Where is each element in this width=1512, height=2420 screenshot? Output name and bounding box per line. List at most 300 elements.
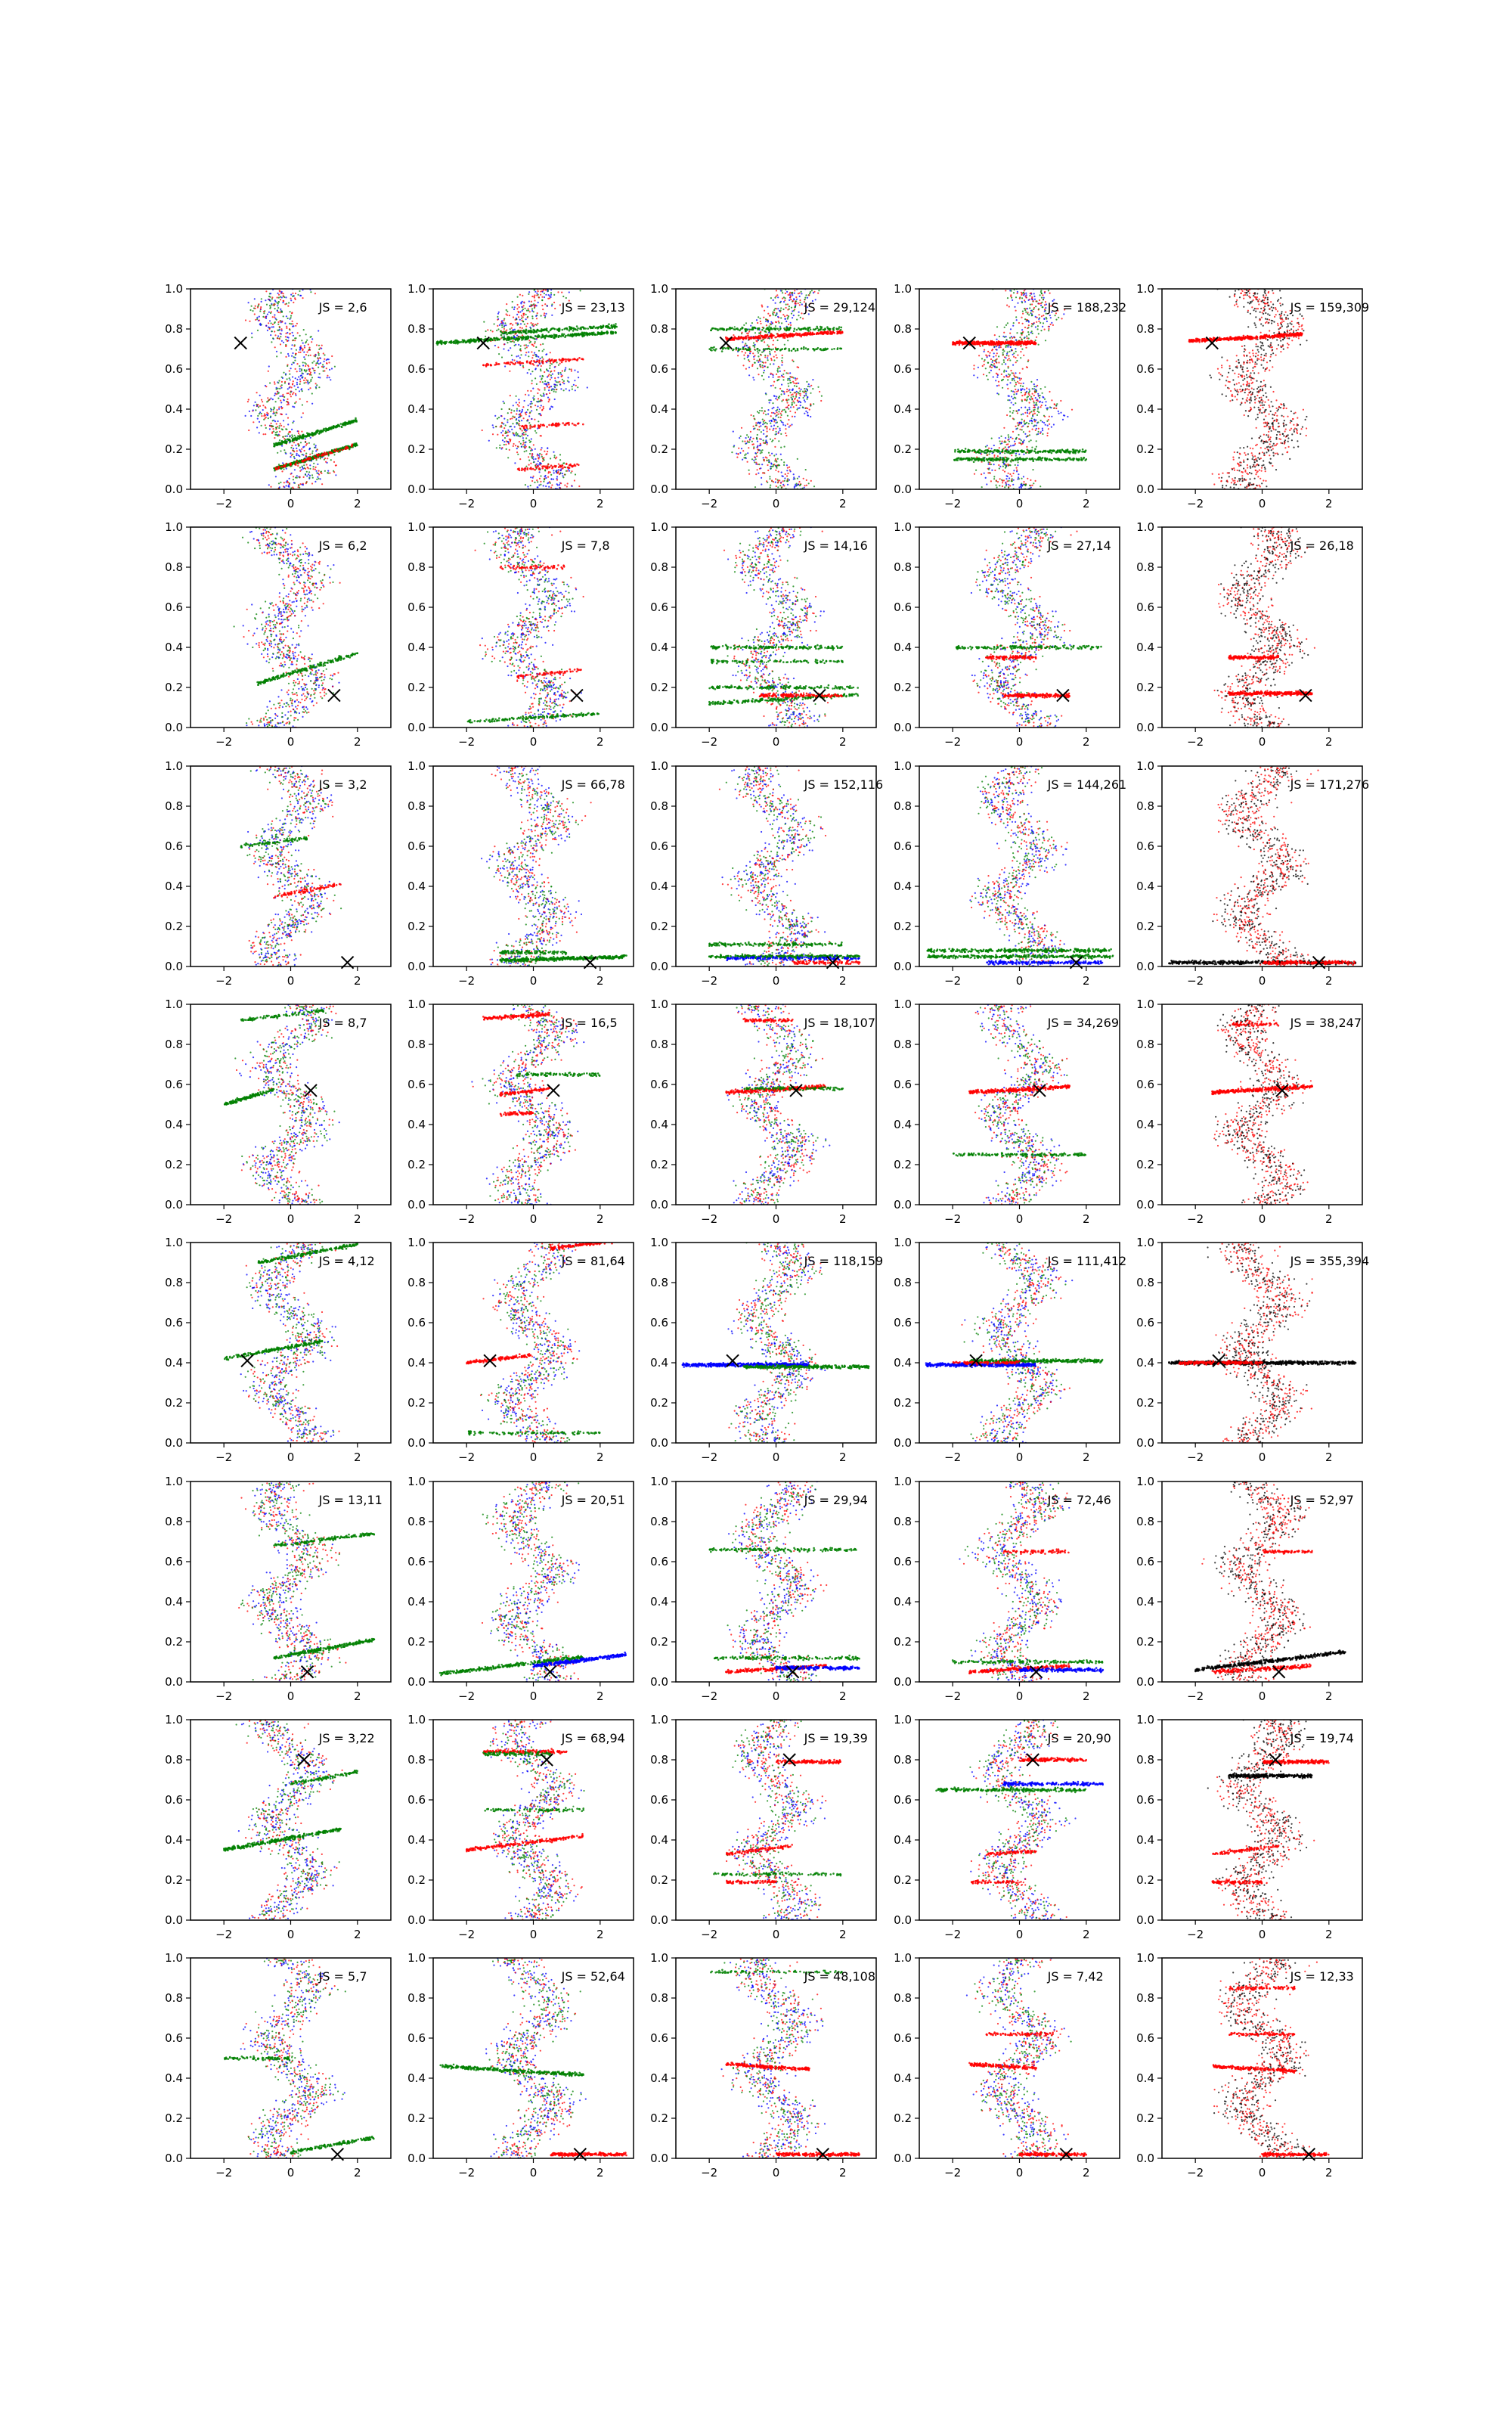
data-point xyxy=(509,426,510,427)
data-point xyxy=(532,456,534,458)
data-point xyxy=(793,383,795,384)
data-point xyxy=(268,327,269,328)
band-point xyxy=(789,336,792,338)
data-point xyxy=(256,317,258,318)
data-point xyxy=(786,475,788,476)
data-point xyxy=(805,395,807,396)
data-point xyxy=(323,352,324,354)
data-point xyxy=(549,368,550,369)
data-point xyxy=(747,461,748,463)
x-marker xyxy=(477,337,489,349)
data-point xyxy=(766,428,767,430)
data-point xyxy=(271,322,272,324)
data-point xyxy=(525,354,526,355)
data-point xyxy=(1024,309,1026,311)
data-point xyxy=(526,346,528,348)
data-point xyxy=(531,410,532,411)
band-point xyxy=(510,361,512,364)
data-point xyxy=(534,405,536,406)
data-point xyxy=(287,392,289,394)
data-point xyxy=(563,389,565,391)
data-point xyxy=(785,307,787,309)
data-point xyxy=(1037,406,1039,408)
data-point xyxy=(748,374,750,376)
data-point xyxy=(299,352,301,353)
data-point xyxy=(497,434,498,436)
band-point xyxy=(564,337,566,339)
band-point xyxy=(603,325,605,327)
data-point xyxy=(1015,357,1016,358)
data-point xyxy=(503,320,504,321)
data-point xyxy=(785,407,787,408)
data-point xyxy=(294,357,296,358)
data-point xyxy=(1036,433,1037,435)
band-point xyxy=(784,337,786,340)
band-point xyxy=(818,328,820,330)
band-point xyxy=(523,427,525,430)
data-point xyxy=(284,482,285,483)
data-point xyxy=(573,384,575,386)
data-point xyxy=(758,374,759,375)
data-point xyxy=(292,487,293,489)
band-point xyxy=(614,326,616,328)
data-point xyxy=(530,390,531,392)
data-point xyxy=(753,446,754,448)
data-point xyxy=(287,404,288,405)
data-point xyxy=(290,452,291,454)
data-point xyxy=(516,322,517,324)
data-point xyxy=(807,389,808,390)
data-point xyxy=(551,484,553,486)
band-point xyxy=(817,347,820,349)
data-point xyxy=(789,411,791,412)
data-point xyxy=(534,448,536,450)
band-point xyxy=(507,362,510,365)
data-point xyxy=(535,458,537,460)
data-point xyxy=(335,474,336,476)
data-point xyxy=(308,371,310,372)
data-point xyxy=(789,389,790,390)
data-point xyxy=(1050,317,1052,318)
data-point xyxy=(773,412,774,414)
data-point xyxy=(817,293,819,294)
band-point xyxy=(339,426,341,428)
data-point xyxy=(253,421,254,423)
data-point xyxy=(767,357,768,358)
data-point xyxy=(776,374,777,375)
data-point xyxy=(773,356,775,358)
data-point xyxy=(776,409,778,411)
data-point xyxy=(1037,408,1039,410)
data-point xyxy=(519,436,521,437)
data-point xyxy=(574,380,575,381)
data-point xyxy=(763,442,764,444)
band-point xyxy=(777,328,779,330)
data-point xyxy=(1009,485,1011,486)
data-point xyxy=(1024,327,1026,328)
data-point xyxy=(310,291,311,293)
data-point xyxy=(559,472,561,473)
data-point xyxy=(759,410,761,411)
band-point xyxy=(837,348,839,350)
data-point xyxy=(534,299,535,301)
data-point xyxy=(755,462,757,464)
data-point xyxy=(762,367,764,368)
data-point xyxy=(769,455,770,456)
data-point xyxy=(533,325,534,327)
data-point xyxy=(772,430,773,431)
data-point xyxy=(796,386,798,387)
data-point xyxy=(507,342,508,343)
data-point xyxy=(550,371,552,372)
band-point xyxy=(773,328,776,330)
data-point xyxy=(499,447,500,448)
data-point xyxy=(996,385,998,386)
data-point xyxy=(529,411,531,413)
data-point xyxy=(770,466,771,467)
band-point xyxy=(536,467,538,469)
data-point xyxy=(282,462,284,464)
data-point xyxy=(792,405,793,406)
data-point xyxy=(305,354,307,355)
data-point xyxy=(277,337,278,339)
data-point xyxy=(559,454,561,455)
data-point xyxy=(525,411,527,413)
data-point xyxy=(293,479,294,480)
band-point xyxy=(558,335,560,337)
data-point xyxy=(524,308,525,309)
data-point xyxy=(288,383,290,385)
data-point xyxy=(1063,414,1064,416)
data-point xyxy=(271,423,272,424)
data-point xyxy=(785,321,787,322)
data-point xyxy=(535,346,537,348)
data-point xyxy=(1022,413,1024,414)
data-point xyxy=(512,416,513,417)
data-point xyxy=(528,464,530,466)
data-point xyxy=(544,387,546,389)
data-point xyxy=(739,452,741,454)
data-point xyxy=(785,435,787,436)
data-point xyxy=(525,348,526,349)
data-point xyxy=(507,421,508,423)
data-point xyxy=(308,477,310,479)
band-point xyxy=(277,467,280,470)
data-point xyxy=(289,387,290,389)
data-point xyxy=(324,358,325,360)
band-point xyxy=(767,328,769,330)
data-point xyxy=(485,330,487,332)
data-point xyxy=(776,294,778,296)
data-point xyxy=(501,324,503,326)
data-point xyxy=(513,445,514,447)
data-point xyxy=(306,370,308,371)
data-point xyxy=(531,453,533,455)
data-point xyxy=(523,302,525,303)
data-point xyxy=(810,385,812,386)
data-point xyxy=(765,393,767,395)
data-point xyxy=(312,477,314,479)
data-point xyxy=(547,448,548,449)
data-point xyxy=(277,296,278,298)
data-point xyxy=(257,330,259,331)
data-point xyxy=(534,343,535,344)
band-point xyxy=(314,432,316,434)
data-point xyxy=(768,452,770,454)
data-point xyxy=(536,409,538,411)
data-point xyxy=(557,381,559,383)
data-point xyxy=(550,365,551,366)
band-point xyxy=(803,346,805,349)
data-point xyxy=(782,379,784,380)
data-point xyxy=(308,383,309,384)
band-point xyxy=(534,335,537,337)
data-point xyxy=(512,301,513,302)
data-point xyxy=(544,371,545,373)
data-point xyxy=(745,368,747,370)
data-point xyxy=(274,383,275,385)
data-point xyxy=(530,476,531,478)
data-point xyxy=(287,481,288,482)
data-point xyxy=(556,478,558,479)
data-point xyxy=(544,475,546,476)
data-point xyxy=(804,401,806,402)
data-point xyxy=(314,481,316,482)
subplot-r1-c1 xyxy=(165,282,391,510)
band-point xyxy=(577,327,579,330)
band-point xyxy=(323,429,325,431)
data-point xyxy=(739,437,740,439)
data-point xyxy=(565,470,567,472)
data-point xyxy=(277,321,279,323)
data-point xyxy=(755,424,757,426)
data-point xyxy=(548,383,550,385)
data-point xyxy=(565,367,566,368)
band-point xyxy=(562,422,564,424)
data-point xyxy=(524,451,525,452)
data-point xyxy=(506,330,507,331)
data-point xyxy=(315,365,317,366)
band-point xyxy=(785,334,788,337)
data-point xyxy=(314,447,315,448)
band-point xyxy=(826,326,829,328)
band-point xyxy=(791,350,793,352)
data-point xyxy=(293,482,295,483)
data-point xyxy=(775,387,776,389)
band-point xyxy=(553,328,556,330)
data-point xyxy=(541,305,543,306)
data-point xyxy=(528,310,529,312)
data-point xyxy=(306,464,308,465)
data-point xyxy=(767,359,769,361)
band-point xyxy=(749,329,751,331)
data-point xyxy=(565,369,566,371)
data-point xyxy=(294,435,296,436)
data-point xyxy=(555,458,556,459)
data-point xyxy=(540,481,541,482)
data-point xyxy=(530,406,531,408)
band-point xyxy=(578,334,581,337)
data-point xyxy=(299,335,301,337)
band-point xyxy=(321,430,323,432)
data-point xyxy=(284,382,286,383)
data-point xyxy=(780,317,782,318)
data-point xyxy=(311,392,313,394)
data-point xyxy=(796,378,798,380)
data-point xyxy=(279,435,280,436)
data-point xyxy=(773,464,774,466)
data-point xyxy=(269,299,271,301)
data-point xyxy=(531,296,533,297)
data-point xyxy=(777,308,779,309)
data-point xyxy=(270,416,271,417)
data-point xyxy=(259,432,260,433)
data-point xyxy=(297,443,299,445)
data-point xyxy=(529,342,531,343)
data-point xyxy=(1026,335,1027,337)
data-point xyxy=(789,479,790,481)
data-point xyxy=(528,300,530,302)
band-point xyxy=(577,423,579,425)
data-point xyxy=(541,449,542,451)
data-point xyxy=(987,351,989,352)
y-tick-label: 1.0 xyxy=(650,282,668,296)
data-point xyxy=(1040,322,1041,324)
data-point xyxy=(261,399,262,401)
band-point xyxy=(721,328,723,330)
data-point xyxy=(519,365,521,366)
band-point xyxy=(566,358,569,361)
data-point xyxy=(572,386,573,387)
data-point xyxy=(550,352,551,353)
data-point xyxy=(513,329,514,330)
data-point xyxy=(276,351,277,352)
data-point xyxy=(539,407,541,408)
band-point xyxy=(710,347,712,349)
data-point xyxy=(285,296,287,298)
data-point xyxy=(808,294,810,296)
data-point xyxy=(777,379,779,380)
data-point xyxy=(519,410,520,411)
data-point xyxy=(758,412,760,414)
data-point xyxy=(527,345,528,346)
data-point xyxy=(775,470,776,471)
data-point xyxy=(289,374,290,375)
data-point xyxy=(991,367,993,368)
data-point xyxy=(253,405,255,406)
data-point xyxy=(278,392,280,393)
data-point xyxy=(1021,329,1023,330)
band-point xyxy=(736,347,738,349)
data-point xyxy=(792,402,793,403)
data-point xyxy=(807,414,808,416)
data-point xyxy=(531,418,532,420)
data-point xyxy=(313,466,314,467)
band-point xyxy=(797,333,799,335)
data-point xyxy=(510,418,511,420)
data-point xyxy=(800,393,801,395)
data-point xyxy=(542,461,544,462)
band-point xyxy=(735,337,737,340)
data-point xyxy=(769,478,770,479)
data-point xyxy=(782,480,784,482)
band-point xyxy=(522,337,524,340)
data-point xyxy=(245,319,246,321)
data-point xyxy=(553,470,554,471)
data-point xyxy=(298,352,299,353)
data-point xyxy=(562,379,563,380)
data-point xyxy=(786,291,788,293)
data-point xyxy=(806,485,807,486)
data-point xyxy=(787,467,789,469)
data-point xyxy=(798,397,800,399)
band-point xyxy=(530,467,532,469)
band-point xyxy=(296,461,298,463)
data-point xyxy=(295,368,296,370)
band-point xyxy=(555,360,557,362)
data-point xyxy=(782,361,783,363)
data-point xyxy=(524,324,525,325)
band-point xyxy=(813,329,816,331)
band-point xyxy=(823,330,826,333)
data-point xyxy=(993,478,995,479)
data-point xyxy=(278,380,280,381)
data-point xyxy=(279,486,280,488)
data-point xyxy=(1007,297,1009,299)
data-point xyxy=(279,388,280,389)
data-point xyxy=(295,389,296,390)
data-point xyxy=(786,470,788,471)
band-point xyxy=(512,330,514,333)
data-point xyxy=(302,390,303,392)
band-point xyxy=(763,348,765,350)
band-point xyxy=(542,467,544,470)
data-point xyxy=(503,343,505,345)
data-point xyxy=(287,436,288,437)
data-point xyxy=(996,377,998,378)
data-point xyxy=(256,427,258,428)
data-point xyxy=(277,310,278,312)
data-point xyxy=(752,377,754,378)
data-point xyxy=(523,305,525,306)
band-point xyxy=(817,333,820,335)
band-point xyxy=(774,337,776,339)
data-point xyxy=(300,442,302,443)
data-point xyxy=(540,290,541,292)
band-point xyxy=(552,327,554,330)
data-point xyxy=(1007,379,1009,380)
data-point xyxy=(500,425,502,427)
band-point xyxy=(761,329,764,331)
data-point xyxy=(807,386,809,387)
data-point xyxy=(787,424,789,425)
band-point xyxy=(553,424,555,426)
data-point xyxy=(796,393,798,395)
data-point xyxy=(538,398,539,399)
data-point xyxy=(523,442,525,444)
data-point xyxy=(516,413,517,414)
band-point xyxy=(355,420,358,422)
data-point xyxy=(761,477,762,479)
band-point xyxy=(336,450,339,452)
data-point xyxy=(274,299,276,301)
data-point xyxy=(299,455,300,457)
data-point xyxy=(308,448,310,450)
data-point xyxy=(316,479,318,480)
data-point xyxy=(781,393,782,395)
y-tick-label: 0.8 xyxy=(407,322,426,336)
data-point xyxy=(555,380,556,381)
